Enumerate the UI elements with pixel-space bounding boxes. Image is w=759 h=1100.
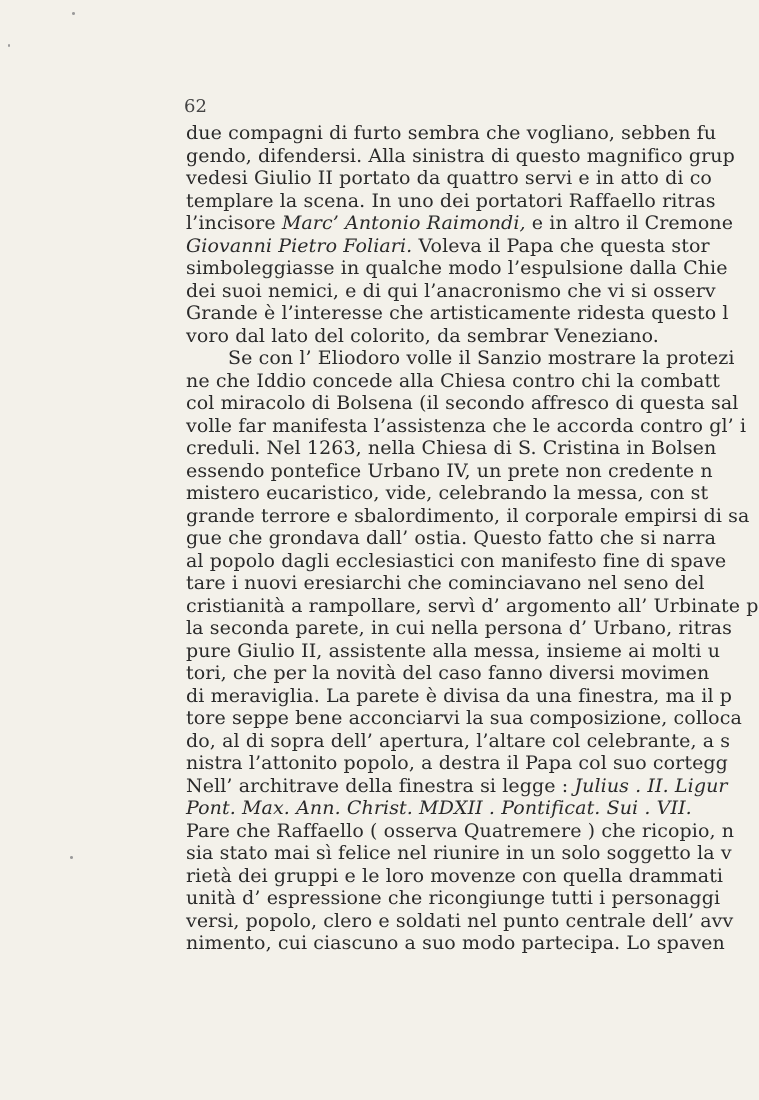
text-run: l’incisore — [186, 212, 282, 234]
text-line — [186, 774, 728, 798]
text-line — [186, 189, 716, 213]
text-run: do, al di sopra dell’ apertura, l’altare col celebrante, a s — [186, 729, 731, 752]
text-line — [186, 797, 700, 820]
text-line — [186, 752, 728, 775]
text-line — [186, 594, 759, 618]
text-line — [186, 504, 750, 528]
italic-text: Pont. Max. Ann. Christ. MDXII . Pontificat. Sui . VII. — [186, 797, 692, 819]
text-run: dei suoi nemici, e di qui l’anacronismo che vi si osserv — [186, 279, 716, 302]
text-run: sia stato mai sì felice nel riunire in un solo soggetto la v — [186, 842, 732, 864]
text-line — [186, 437, 717, 460]
text-run: tori, che per la novità del caso fanno diversi movimen — [186, 662, 710, 684]
text-run: di meraviglia. La parete è divisa da una finestra, ma il p — [186, 684, 733, 707]
text-line — [186, 549, 727, 573]
text-line — [186, 369, 720, 393]
text-run: grande terrore e sbalordimento, il corporale empirsi di sa — [186, 504, 750, 527]
text-run: vedesi Giulio II portato da quattro servi e in atto di co — [186, 167, 712, 189]
paper-speck — [8, 44, 10, 47]
text-run: simboleggiasse in qualche modo l’espulsione dalla Chie — [186, 257, 728, 279]
text-run: voro dal lato del colorito, da sembrar Veneziano. — [186, 324, 659, 347]
text-line — [186, 662, 710, 685]
text-run: nistra l’attonito popolo, a destra il Papa col suo cortegg — [186, 752, 728, 774]
text-run: al popolo dagli ecclesiastici con manifesto fine di spave — [186, 549, 727, 572]
text-line — [186, 842, 732, 865]
text-run: pure Giulio II, assistente alla messa, insieme ai molti u — [186, 639, 721, 662]
text-run: ne che Iddio concede alla Chiesa contro chi la combatt — [186, 369, 720, 392]
text-line — [186, 729, 731, 753]
text-run: creduli. Nel 1263, nella Chiesa di S. Cristina in Bolsen — [186, 437, 717, 459]
text-run: volle far manifesta l’assistenza che le accorda contro gl’ i — [186, 414, 747, 437]
text-run: unità d’ espressione che ricongiunge tutti i personaggi — [186, 887, 721, 909]
text-line — [186, 482, 709, 505]
text-line — [186, 257, 728, 280]
italic-text: Julius . II. Ligur — [574, 774, 728, 797]
text-run: rietà dei gruppi e le loro movenze con quella drammati — [186, 864, 724, 887]
text-line — [186, 302, 729, 325]
text-run: Voleva il Papa che questa stor — [412, 234, 710, 257]
text-line — [186, 527, 717, 550]
text-line — [186, 392, 739, 415]
paper-speck — [72, 12, 75, 15]
text-run: gue che grondava dall’ ostia. Questo fatto che si narra — [186, 527, 717, 549]
text-line — [186, 819, 735, 843]
text-run: la seconda parete, in cui nella persona d’ Urbano, ritras — [186, 617, 732, 639]
text-line — [186, 212, 734, 235]
text-line — [186, 617, 732, 640]
text-run: Grande è l’interesse che artisticamente ridesta questo l — [186, 302, 729, 324]
text-line — [186, 932, 725, 955]
text-line — [186, 684, 733, 708]
italic-text: Giovanni Pietro Foliari. — [186, 234, 413, 257]
text-line — [186, 144, 735, 168]
text-run: cristianità a rampollare, servì d’ argomento all’ Urbinate p — [186, 594, 759, 617]
text-run: gendo, difendersi. Alla sinistra di questo magnifico grup — [186, 144, 735, 167]
body-text — [186, 122, 759, 955]
text-line — [186, 279, 716, 303]
text-run: mistero eucaristico, vide, celebrando la messa, con st — [186, 482, 709, 504]
text-run: due compagni di furto sembra che vogliano, sebben fu — [186, 122, 717, 144]
text-run: Pare che Raffaello ( osserva Quatremere ) che ricopio, n — [186, 819, 735, 842]
text-line — [186, 639, 721, 663]
text-line — [186, 347, 735, 370]
text-run: Nell’ architrave della finestra si legge : — [186, 774, 575, 797]
text-run: tare i nuovi eresiarchi che cominciavano nel seno del — [186, 572, 705, 594]
text-line — [186, 325, 700, 348]
text-run: templare la scena. In uno dei portatori Raffaello ritras — [186, 189, 716, 212]
text-line — [186, 122, 717, 145]
text-run: essendo pontefice Urbano IV, un prete non credente n — [186, 459, 713, 482]
text-run: e in altro il Cremone — [525, 212, 734, 234]
text-run: col miracolo di Bolsena (il secondo affresco di questa sal — [186, 392, 739, 414]
text-run: Se con l’ Eliodoro volle il Sanzio mostrare la protezi — [228, 347, 735, 369]
paper-speck — [70, 856, 73, 859]
text-line — [186, 234, 710, 258]
text-line — [186, 909, 734, 933]
text-line — [186, 572, 705, 595]
text-line — [186, 414, 747, 438]
text-line — [186, 459, 713, 483]
page-number: 62 — [184, 96, 207, 117]
text-line — [186, 887, 721, 910]
italic-text: Marc’ Antonio Raimondi, — [281, 212, 526, 234]
text-line — [186, 864, 724, 888]
text-line — [186, 167, 712, 190]
text-run: tore seppe bene acconciarvi la sua composizione, colloca — [186, 707, 742, 729]
text-line — [186, 707, 742, 730]
text-run: versi, popolo, clero e soldati nel punto centrale dell’ avv — [186, 909, 734, 932]
text-run: nimento, cui ciascuno a suo modo partecipa. Lo spaven — [186, 932, 725, 954]
